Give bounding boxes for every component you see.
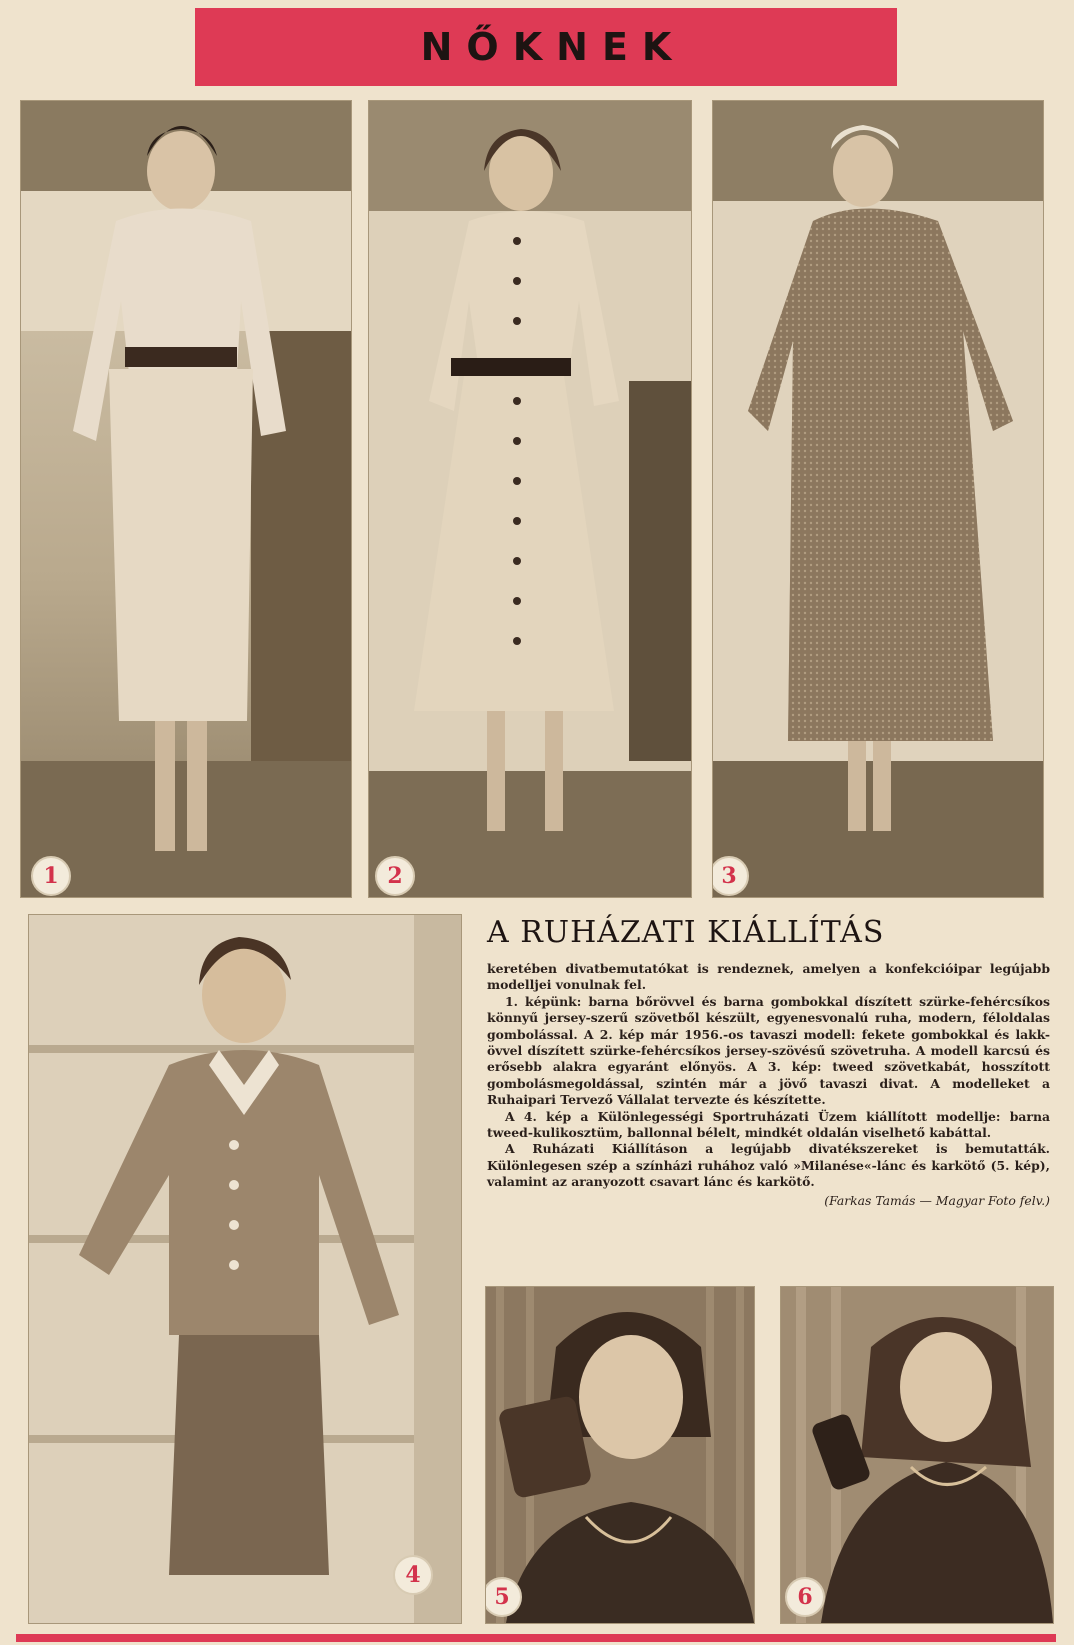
photo-number: 6 [797, 1584, 813, 1610]
article-paragraph: 1. képünk: barna bőrövvel és barna gombokkal díszített szürke-fehércsíkos könnyű jersey-szerű szövetből készült, egyenesvonalú ruha, modern, féloldalas gombolással. A 2. kép már 1956.-os tavaszi modell: fekete gombokkal és lakk-övvel díszített szürke-fehércsíkos jersey-szövésű szövetruha. A modell karcsú és erősebb alakra egyaránt előnyös. A 3. kép: tweed szövetkabát, hosszított gombolásmegoldással, szintén már a jövő tavaszi divat. A modelleket a Ruhaipari Tervező Vállalat tervezte és készítette. [487, 993, 1050, 1108]
fashion-photo-6 [780, 1286, 1054, 1624]
article-paragraph: A 4. kép a Különlegességi Sportruházati Üzem kiállított modellje: barna tweed-kulikosztüm, ballonnal bélelt, mindkét oldalán viselhető kabáttal. [487, 1108, 1050, 1141]
photo-3-illustration [713, 101, 1043, 897]
fashion-photo-1 [20, 100, 352, 898]
photo-2-illustration [369, 101, 691, 897]
fashion-photo-2 [368, 100, 692, 898]
photo-number-badge [393, 1555, 433, 1595]
photo-number: 2 [387, 863, 403, 889]
photo-1-illustration [21, 101, 351, 897]
photo-credit: (Farkas Tamás — Magyar Foto felv.) [824, 1192, 1050, 1208]
photo-5-illustration [486, 1287, 754, 1623]
bottom-rule [16, 1634, 1056, 1642]
fashion-photo-4 [28, 914, 462, 1624]
photo-number: 3 [721, 863, 737, 889]
article-paragraph: A Ruházati Kiállításon a legújabb divatékszereket is bemutatták. Különlegesen szép a színházi ruhához való »Milanése«-lánc és karkötő (5. kép), valamint az aranyozott csavart lánc és karkötő. [487, 1141, 1050, 1190]
photo-number: 5 [494, 1584, 510, 1610]
photo-number-badge [31, 856, 71, 896]
article-title: A RUHÁZATI KIÁLLÍTÁS [487, 915, 885, 950]
fashion-photo-3 [712, 100, 1044, 898]
photo-4-illustration [29, 915, 461, 1623]
section-banner [195, 8, 897, 86]
photo-number: 1 [43, 863, 59, 889]
fashion-photo-5 [485, 1286, 755, 1624]
photo-6-illustration [781, 1287, 1053, 1623]
photo-number-badge [785, 1577, 825, 1617]
article [487, 915, 1050, 1209]
article-lead: keretében divatbemutatókat is rendeznek, amelyen a konfekcióipar legújabb modelljei vonulnak fel. [487, 961, 1050, 993]
photo-number-badge [375, 856, 415, 896]
section-title: NŐKNEK [420, 25, 686, 69]
photo-number: 4 [405, 1562, 421, 1588]
